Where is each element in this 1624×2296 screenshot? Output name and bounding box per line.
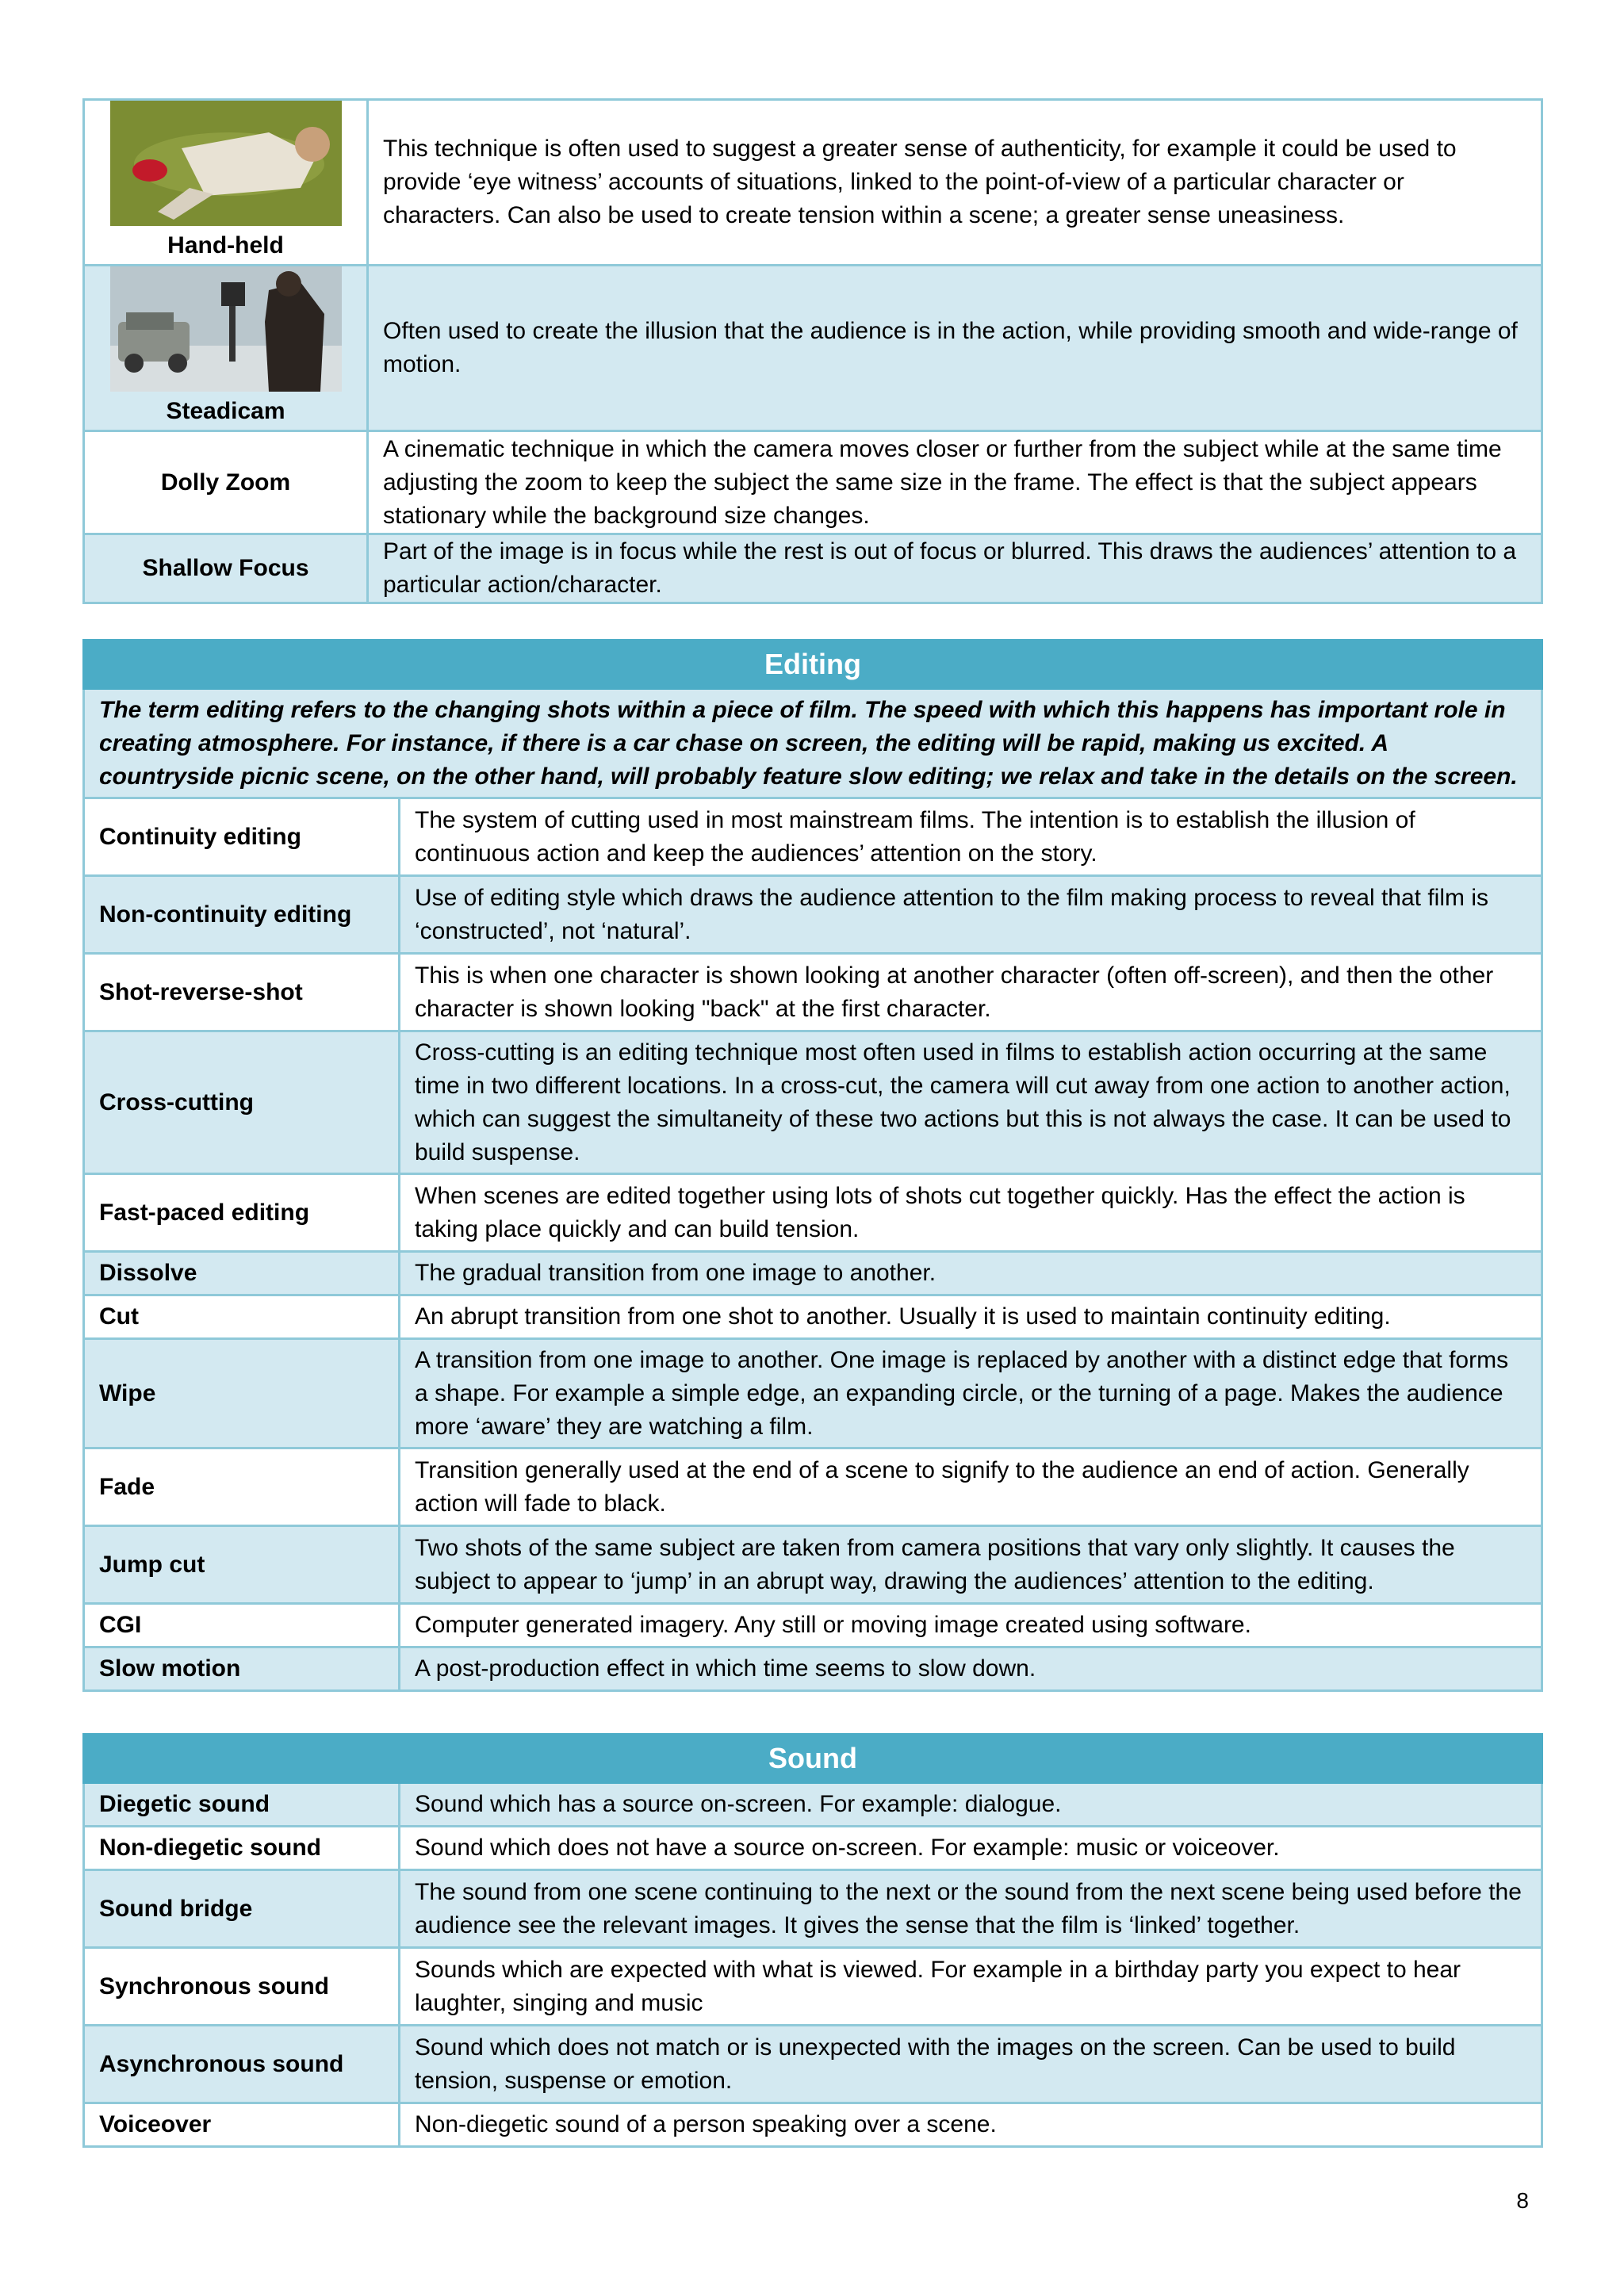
table-row [84, 876, 1542, 954]
description-cell: Part of the image is in focus while the rest is out of focus or blurred. This draws the audiences’ attention to a particular action/character. [368, 534, 1542, 603]
intro-text: The term editing refers to the changing shots within a piece of film. The speed with which this happens has important role in creating atmosphere. For instance, if there is a car chase on screen, the editing will be rapid, making us excited. A countryside picnic scene, on the other hand, will probably feature slow editing; we relax and take in the details on the screen. [84, 689, 1542, 798]
term-cell: Voiceover [84, 2103, 400, 2147]
table-row [84, 2103, 1542, 2147]
term-cell: Jump cut [84, 1526, 400, 1604]
table-row [84, 1870, 1542, 1948]
term-cell: Continuity editing [84, 798, 400, 876]
description-cell: Sound which does not have a source on-screen. For example: music or voiceover. [400, 1827, 1542, 1870]
description-cell: An abrupt transition from one shot to another. Usually it is used to maintain continuity editing. [400, 1295, 1542, 1339]
term-label: Hand-held [167, 232, 284, 258]
term-cell: Fade [84, 1448, 400, 1526]
term-cell: Shallow Focus [84, 534, 368, 603]
term-cell: Dolly Zoom [84, 431, 368, 534]
table-row [84, 1827, 1542, 1870]
table-row [84, 266, 1542, 431]
term-cell: Diegetic sound [84, 1783, 400, 1827]
term-label: Steadicam [166, 398, 285, 424]
term-cell: Fast-paced editing [84, 1174, 400, 1252]
section-title: Sound [84, 1735, 1542, 1783]
handheld-image [110, 101, 342, 226]
table-row [84, 1174, 1542, 1252]
description-cell: Two shots of the same subject are taken from camera positions that vary only slightly. It causes the subject to appear to ‘jump’ in an abrupt way, drawing the audiences’ attention to the editing. [400, 1526, 1542, 1604]
description-cell: When scenes are edited together using lots of shots cut together quickly. Has the effect the action is taking place quickly and can build tension. [400, 1174, 1542, 1252]
camera-technique-table [82, 98, 1543, 604]
description-cell: Use of editing style which draws the audience attention to the film making process to reveal that film is ‘constructed’, not ‘natural’. [400, 876, 1542, 954]
description-cell: Sound which has a source on-screen. For example: dialogue. [400, 1783, 1542, 1827]
description-cell: Sounds which are expected with what is viewed. For example in a birthday party you expect to hear laughter, singing and music [400, 1948, 1542, 2026]
section-title: Editing [84, 641, 1542, 689]
term-cell: Slow motion [84, 1647, 400, 1691]
term-cell: Dissolve [84, 1252, 400, 1295]
table-row [84, 1783, 1542, 1827]
term-cell: Synchronous sound [84, 1948, 400, 2026]
table-row [84, 798, 1542, 876]
term-cell: Non-continuity editing [84, 876, 400, 954]
description-cell: Cross-cutting is an editing technique most often used in films to establish action occurring at the same time in two different locations. In a cross-cut, the camera will cut away from one action to another action, which can suggest the simultaneity of these two actions but this is not always the case. It can be used to build suspense. [400, 1031, 1542, 1174]
description-cell: The sound from one scene continuing to the next or the sound from the next scene being used before the audience see the relevant images. It gives the sense that the film is ‘linked’ together. [400, 1870, 1542, 1948]
term-cell: Cross-cutting [84, 1031, 400, 1174]
table-row [84, 431, 1542, 534]
term-cell [84, 266, 368, 431]
table-row [84, 100, 1542, 266]
section-header [84, 1735, 1542, 1783]
table-row [84, 1647, 1542, 1691]
term-cell: Cut [84, 1295, 400, 1339]
term-cell: Non-diegetic sound [84, 1827, 400, 1870]
term-cell: Sound bridge [84, 1870, 400, 1948]
table-row [84, 534, 1542, 603]
table-row [84, 1339, 1542, 1448]
description-cell: The system of cutting used in most mainstream films. The intention is to establish the illusion of continuous action and keep the audiences’ attention on the story. [400, 798, 1542, 876]
term-cell [84, 100, 368, 266]
term-cell: Shot-reverse-shot [84, 954, 400, 1031]
table-row [84, 1031, 1542, 1174]
description-cell: This technique is often used to suggest a greater sense of authenticity, for example it could be used to provide ‘eye witness’ accounts of situations, linked to the point-of-view of a particular character or characters. Can also be used to create tension within a scene; a greater sense uneasiness. [368, 100, 1542, 266]
intro-row [84, 689, 1542, 798]
table-row [84, 1526, 1542, 1604]
editing-table [82, 639, 1543, 1692]
table-row [84, 1448, 1542, 1526]
description-cell: This is when one character is shown looking at another character (often off-screen), and then the other character is shown looking "back" at the first character. [400, 954, 1542, 1031]
page-number: 8 [1516, 2188, 1529, 2213]
description-cell: Sound which does not match or is unexpected with the images on the screen. Can be used to build tension, suspense or emotion. [400, 2026, 1542, 2103]
description-cell: Often used to create the illusion that the audience is in the action, while providing smooth and wide-range of motion. [368, 266, 1542, 431]
sound-table [82, 1733, 1543, 2148]
description-cell: A post-production effect in which time seems to slow down. [400, 1647, 1542, 1691]
term-cell: Asynchronous sound [84, 2026, 400, 2103]
description-cell: Computer generated imagery. Any still or moving image created using software. [400, 1604, 1542, 1647]
table-row [84, 1295, 1542, 1339]
table-row [84, 1252, 1542, 1295]
table-row [84, 1604, 1542, 1647]
description-cell: Non-diegetic sound of a person speaking over a scene. [400, 2103, 1542, 2147]
section-header [84, 641, 1542, 689]
description-cell: A transition from one image to another. One image is replaced by another with a distinct edge that forms a shape. For example a simple edge, an expanding circle, or the turning of a page. Makes the audience more ‘aware’ they are watching a film. [400, 1339, 1542, 1448]
term-cell: CGI [84, 1604, 400, 1647]
steadicam-image [110, 266, 342, 392]
description-cell: Transition generally used at the end of a scene to signify to the audience an end of action. Generally action will fade to black. [400, 1448, 1542, 1526]
term-cell: Wipe [84, 1339, 400, 1448]
description-cell: The gradual transition from one image to another. [400, 1252, 1542, 1295]
table-row [84, 1948, 1542, 2026]
table-row [84, 954, 1542, 1031]
description-cell: A cinematic technique in which the camera moves closer or further from the subject while at the same time adjusting the zoom to keep the subject the same size in the frame. The effect is that the subject appears stationary while the background size changes. [368, 431, 1542, 534]
table-row [84, 2026, 1542, 2103]
